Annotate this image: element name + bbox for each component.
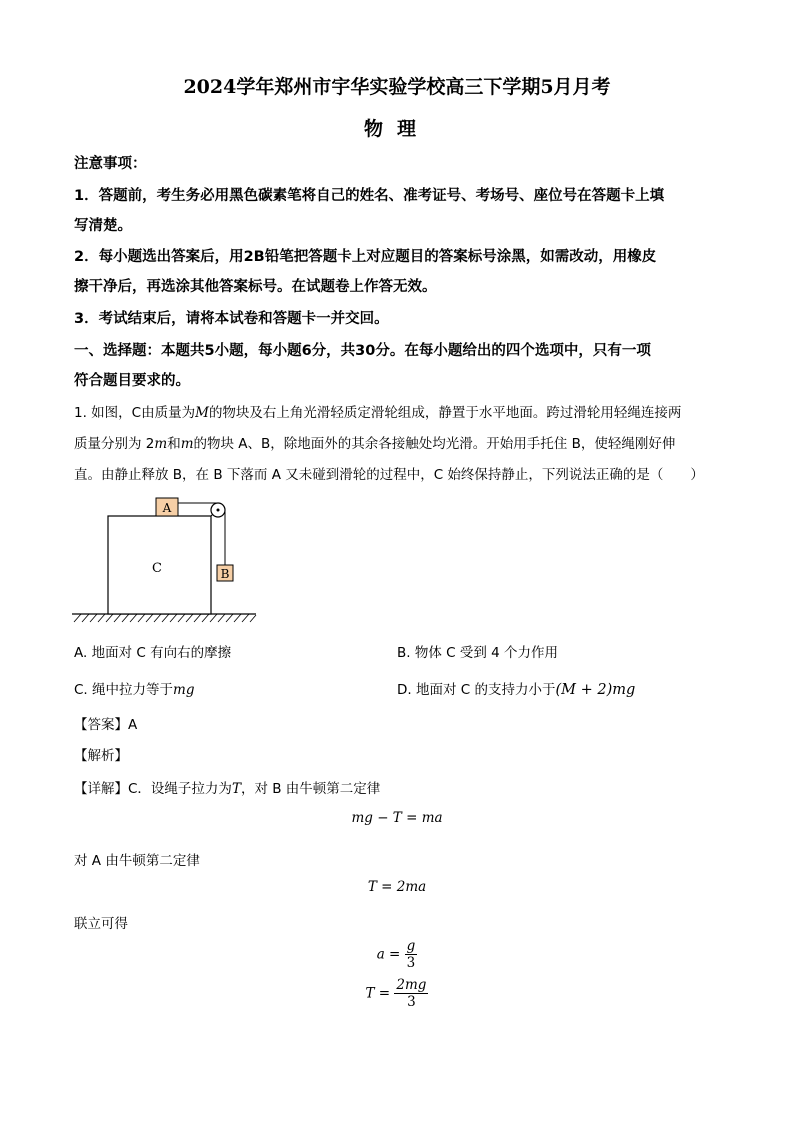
eq4-numerator: 2mg [396,977,427,993]
page-title: 2024学年郑州市宇华实验学校高三下学期5月月考 [183,76,611,98]
answer-label: 【答案】A [74,717,138,733]
notice-item-1-line-1: 1．答题前，考生务必用黑色碳素笔将自己的姓名、准考证号、考场号、座位号在答题卡上填 [74,188,665,204]
subject-title: 物理 [363,118,430,140]
option-c [74,678,194,698]
q1-var-m: m [154,436,168,452]
q1-var-m: m [180,436,194,452]
question-1-figure [70,494,260,626]
option-d [397,678,635,698]
option-d-math: (M + 2)mg [555,682,636,698]
section-heading-line-1: 一、选择题：本题共5小题，每小题6分，共30分。在每小题给出的四个选项中，只有一项 [74,343,651,359]
eq3-fraction [405,938,418,971]
notice-item-3: 3．考试结束后，请将本试卷和答题卡一并交回。 [74,311,389,327]
option-b: B. 物体 C 受到 4 个力作用 [397,645,559,661]
detail-text: ，对 B 由牛顿第二定律 [240,781,381,797]
equation-3 [0,938,794,971]
eq3-numerator: g [406,938,416,954]
question-1-line-1 [74,401,681,421]
analysis-label: 【解析】 [74,748,128,764]
q1-text: 的物块及右上角光滑轻质定滑轮组成，静置于水平地面。跨过滑轮用轻绳连接两 [208,405,682,421]
question-1-line-2 [74,432,675,452]
option-a: A. 地面对 C 有向右的摩擦 [74,645,232,661]
equation-4 [0,977,794,1010]
section-heading-line-2: 符合题目要求的。 [74,373,190,389]
q1-var-M: M [195,405,209,421]
block-c-label: C [152,561,162,576]
detail-line [74,777,380,797]
question-1-line-3: 直。由静止释放 B，在 B 下落而 A 又未碰到滑轮的过程中，C 始终保持静止，下列说法正确的是（ ） [74,467,704,483]
eq3-lhs: a = [376,946,401,963]
option-d-text: D. 地面对 C 的支持力小于 [397,682,556,698]
eq4-fraction [394,977,428,1010]
line-joint: 联立可得 [74,916,128,932]
q1-text: 的物块 A、B，除地面外的其余各接触处均光滑。开始用手托住 B，使轻绳刚好伸 [193,436,676,452]
q1-text: 1. 如图，C由质量为 [74,405,196,421]
block-b-label: B [220,567,230,581]
option-c-text: C. 绳中拉力等于 [74,682,174,698]
notice-item-2-line-2: 擦干净后，再选涂其他答案标号。在试题卷上作答无效。 [74,279,437,295]
pulley-axle [217,509,220,512]
detail-var-T: T [231,781,241,797]
equation-1: mg − T = ma [351,810,443,826]
q1-text: 质量分别为 2 [74,436,155,452]
block-a-label: A [162,501,172,515]
eq4-lhs: T = [365,985,391,1002]
q1-text: 和 [167,436,181,452]
equation-2: T = 2ma [367,879,427,895]
line-newton-a: 对 A 由牛顿第二定律 [74,853,200,869]
notice-heading: 注意事项： [74,156,147,172]
eq4-denominator: 3 [407,994,416,1010]
notice-item-1-line-2: 写清楚。 [74,218,132,234]
notice-item-2-line-1: 2．每小题选出答案后，用2B铅笔把答题卡上对应题目的答案标号涂黑，如需改动，用橡皮 [74,249,657,265]
eq3-denominator: 3 [406,955,416,971]
detail-text: 【详解】C．设绳子拉力为 [74,781,232,797]
option-c-math: mg [173,682,195,698]
ground-hatching [74,614,256,622]
